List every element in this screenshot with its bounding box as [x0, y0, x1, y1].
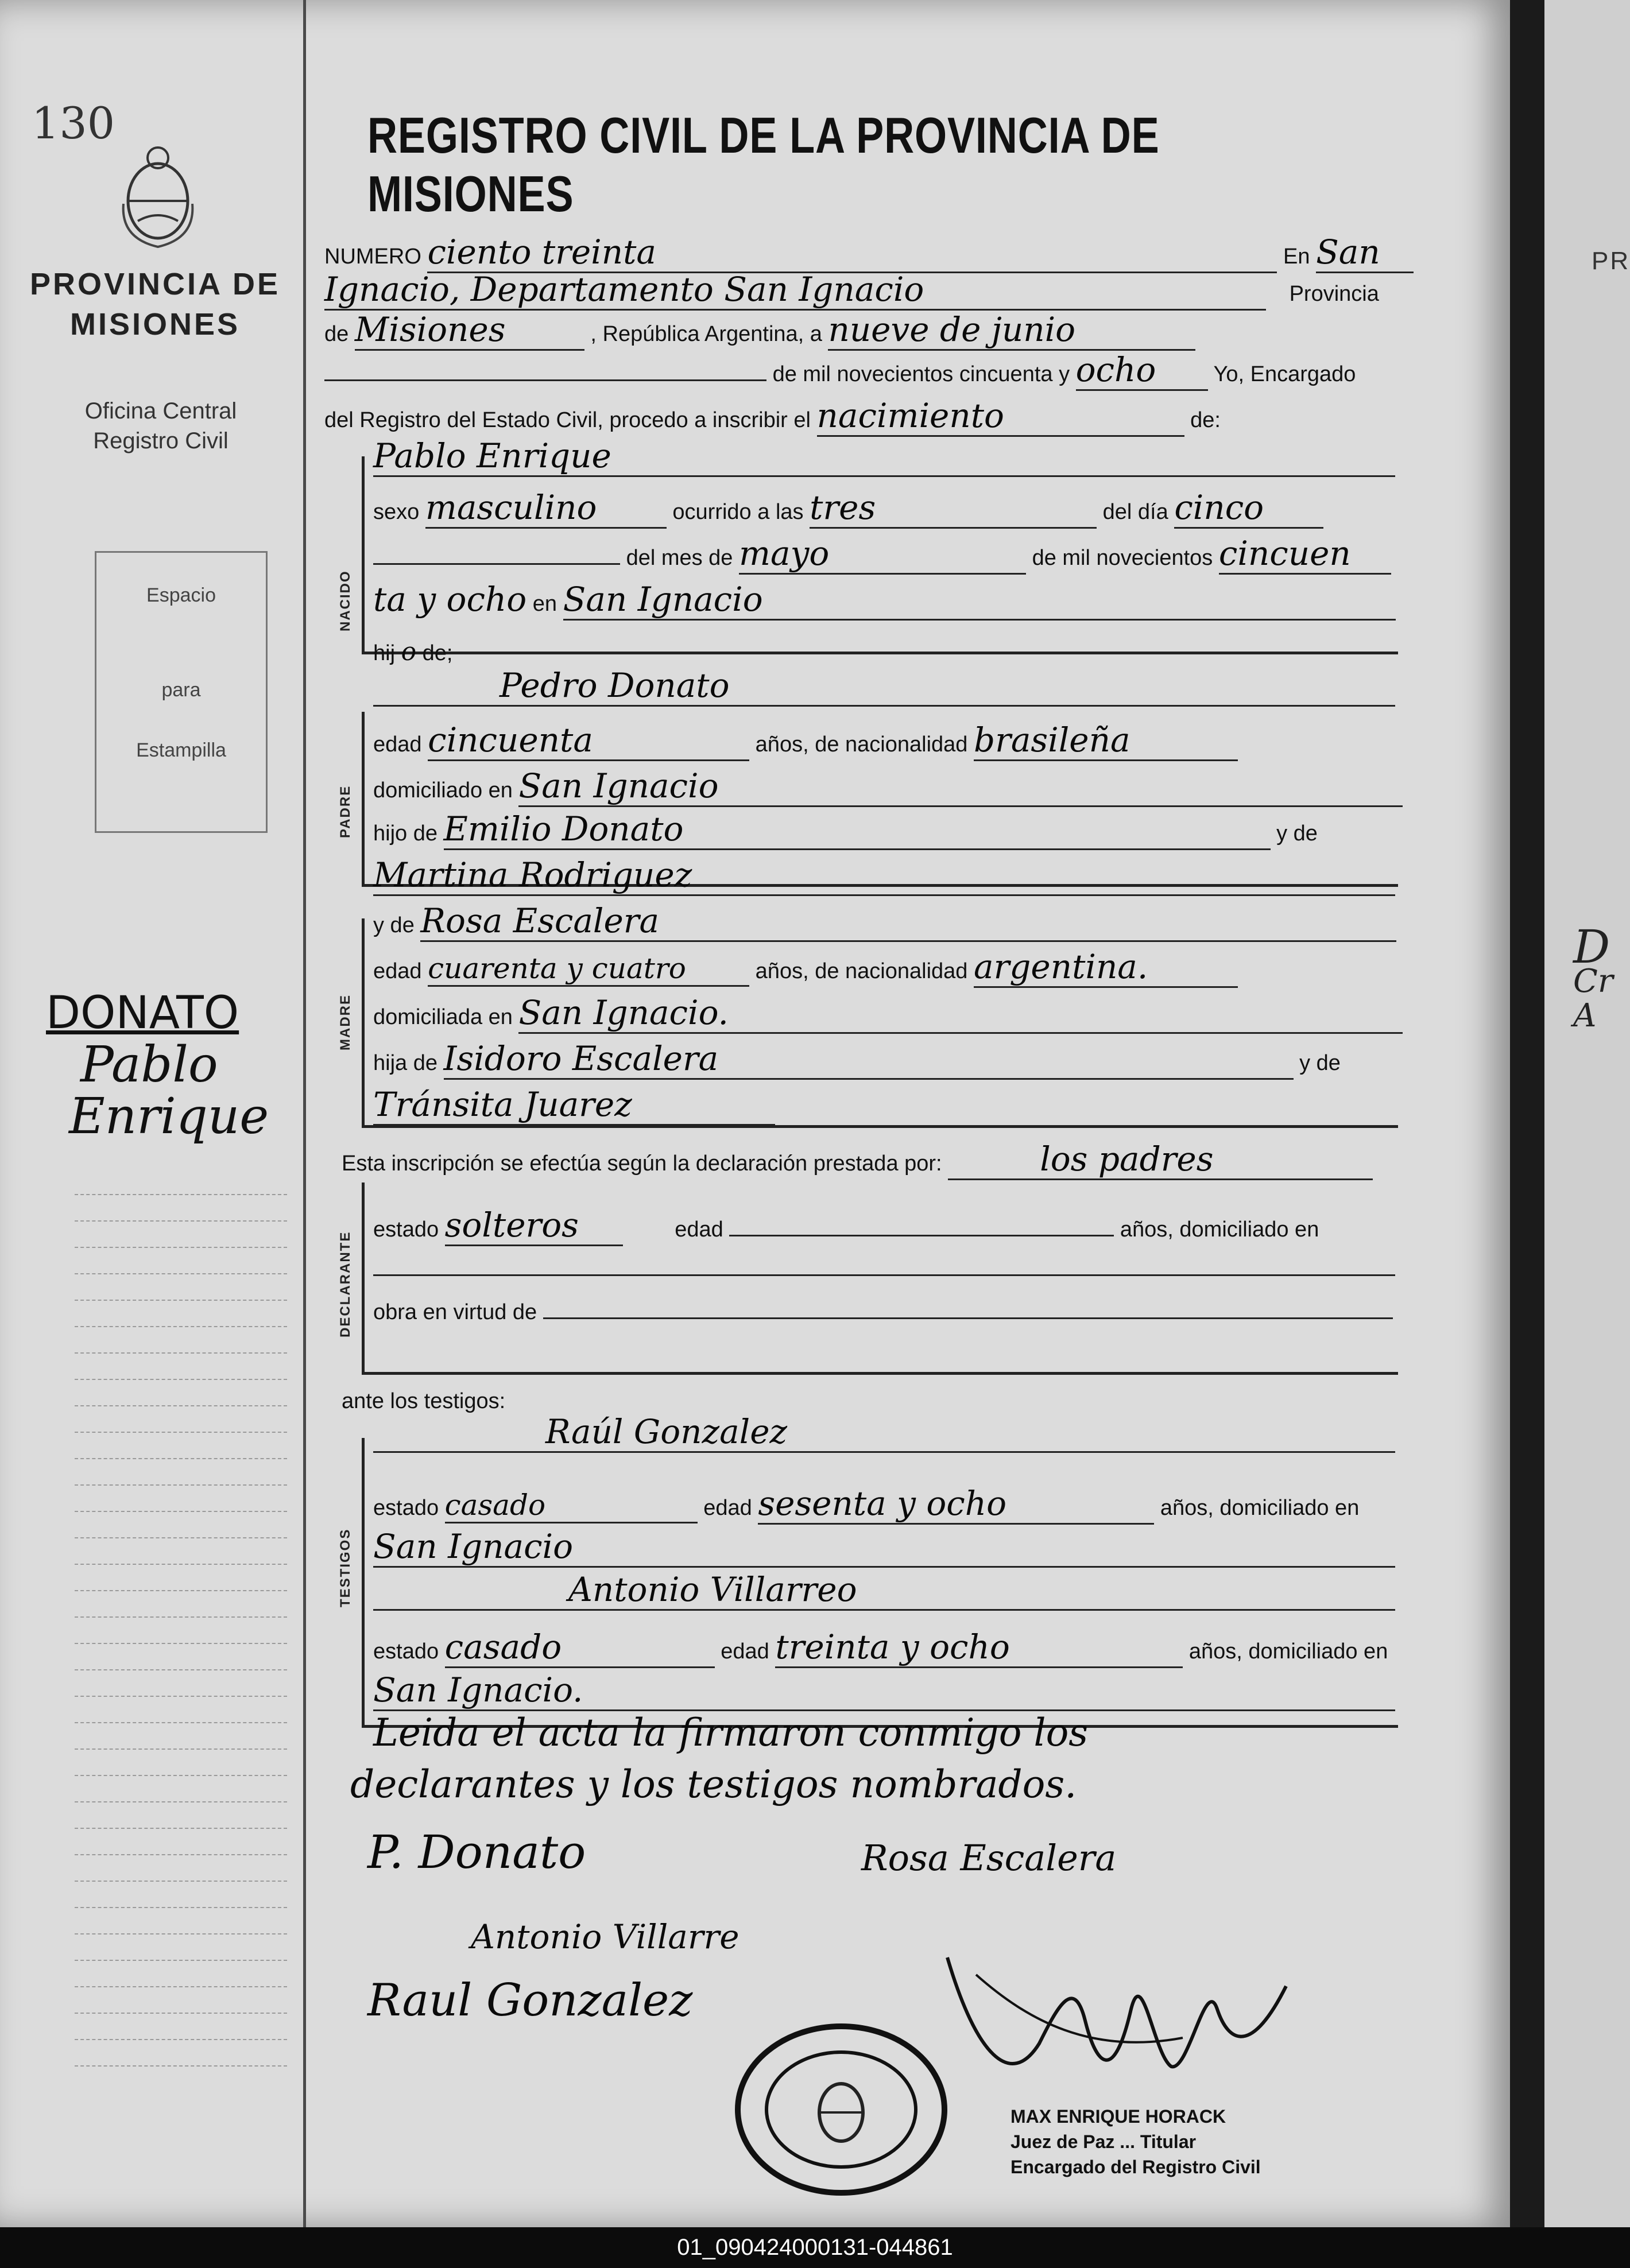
margin-ruled-line: [75, 1590, 287, 1591]
row-ante: ante los testigos:: [342, 1389, 506, 1413]
dia-value: cinco: [1174, 488, 1323, 529]
madre-nac-value: argentina.: [974, 947, 1238, 988]
margin-ruled-line: [75, 2065, 287, 2067]
row-nombre: [373, 436, 1395, 477]
row-acto: del Registro del Estado Civil, procedo a inscribir el nacimiento de:: [324, 396, 1221, 437]
declarante-value: los padres: [948, 1139, 1373, 1180]
margin-ruled-line: [75, 1352, 287, 1354]
image-id-footer: 01_090424000131-044861: [0, 2227, 1630, 2268]
margin-ruled-line: [75, 1458, 287, 1459]
hora-value: tres: [810, 488, 1097, 529]
testigo2-value: Antonio Villarreo: [373, 1570, 1395, 1611]
madre-value: Rosa Escalera: [420, 901, 1396, 942]
row-padre-dom: domiciliado en San Ignacio: [373, 766, 1403, 807]
acto-value: nacimiento: [817, 396, 1184, 437]
margin-ruled-line: [75, 1511, 287, 1512]
margin-ruled-line: [75, 1722, 287, 1723]
t1-edad-value: sesenta y ocho: [758, 1484, 1154, 1525]
margin-ruled-line: [75, 1907, 287, 1908]
row-hijo: hij o de;: [373, 637, 453, 666]
margin-divider: [303, 0, 306, 2227]
margin-ruled-line: [75, 1405, 287, 1406]
officer-block: MAX ENRIQUE HORACK Juez de Paz ... Titular Encargado del Registro Civil: [1010, 2106, 1261, 2177]
margin-ruled-line: [75, 1194, 287, 1195]
section-nacido-label: NACIDO: [338, 570, 353, 631]
margin-ruled-line: [75, 1300, 287, 1301]
margin-ruled-line: [75, 1986, 287, 1987]
row-t2-dom: [373, 1670, 1395, 1711]
madre-dom-value: San Ignacio.: [518, 993, 1403, 1034]
testigo1-value: Raúl Gonzalez: [373, 1412, 1395, 1453]
margin-ruled-line: [75, 1854, 287, 1855]
t1-estado-value: casado: [445, 1488, 698, 1523]
margin-name-annotation: DONATO Pablo Enrique: [46, 987, 269, 1145]
t2-estado-value: casado: [445, 1627, 715, 1668]
signature-padre: P. Donato: [367, 1825, 586, 1879]
margin-ruled-line: [75, 1220, 287, 1222]
row-lugar: Ignacio, Departamento San Ignacio Provincia: [324, 270, 1379, 311]
margin-ruled-line: [75, 1828, 287, 1829]
margin-ruled-line: [75, 1432, 287, 1433]
t2-dom-value: San Ignacio.: [373, 1670, 1395, 1711]
margin-ruled-line: [75, 1616, 287, 1618]
anio-nac-1: cincuen: [1219, 534, 1391, 575]
row-padre-edad: edad cincuenta años, de nacionalidad brasileña: [373, 720, 1238, 761]
margin-ruled-line: [75, 1881, 287, 1882]
row-decl-blank: [373, 1251, 1395, 1282]
en-value: San: [1316, 232, 1414, 273]
row-madre-dom: domiciliada en San Ignacio.: [373, 993, 1403, 1034]
closing-line-2: declarantes y los testigos nombrados.: [350, 1762, 1077, 1806]
section-declarante-label: DECLARANTE: [338, 1231, 353, 1337]
margin-ruled-line: [75, 1537, 287, 1538]
civil-registry-seal-icon: [729, 2021, 953, 2199]
folio-number: 130: [32, 98, 115, 149]
margin-ruled-line: [75, 2013, 287, 2014]
row-t2-estado: estado casado edad treinta y ocho años, domiciliado en: [373, 1627, 1388, 1668]
officer-signature-scribble: [942, 1940, 1298, 2112]
row-padre: [373, 666, 1395, 707]
row-madre-padres: hija de Isidoro Escalera y de: [373, 1039, 1341, 1080]
margin-ruled-line: [75, 1669, 287, 1670]
margin-ruled-line: [75, 1564, 287, 1565]
padre-edad-value: cincuenta: [428, 720, 749, 761]
padre-nac-value: brasileña: [974, 720, 1238, 761]
row-lugar-nac: ta y ocho en San Ignacio: [373, 580, 1396, 621]
signature-madre: Rosa Escalera: [861, 1837, 1117, 1879]
section-testigos-label: TESTIGOS: [338, 1528, 353, 1607]
section-padre-label: PADRE: [338, 785, 353, 838]
row-testigo2: [373, 1570, 1395, 1611]
margin-ruled-line: [75, 1801, 287, 1802]
lugar-nac-value: San Ignacio: [563, 580, 1396, 621]
row-mes: del mes de mayo de mil novecientos cincuen: [373, 534, 1391, 575]
provincia-value: Misiones: [355, 310, 584, 351]
row-decl-estado: estado solteros edad años, domiciliado en: [373, 1205, 1319, 1246]
argentina-crest-icon: [115, 141, 201, 250]
row-anio: de mil novecientos cincuenta y ocho Yo, Encargado: [324, 350, 1356, 391]
nombre-value: Pablo Enrique: [373, 436, 1395, 477]
page-title: REGISTRO CIVIL DE LA PROVINCIA DE MISIONES: [367, 107, 1160, 222]
signature-testigo2: Antonio Villarre: [471, 1917, 739, 1956]
province-heading: PROVINCIA DE MISIONES: [29, 267, 281, 342]
margin-ruled-lines: [75, 1194, 287, 2092]
margin-ruled-line: [75, 1960, 287, 1961]
padre-dom-value: San Ignacio: [518, 766, 1403, 807]
padre-value: Pedro Donato: [373, 666, 1395, 707]
margin-ruled-line: [75, 1933, 287, 1934]
row-madre-edad: edad cuarenta y cuatro años, de nacionalidad argentina.: [373, 947, 1238, 988]
row-padre-madre: [373, 855, 1395, 896]
madre-edad-value: cuarenta y cuatro: [428, 952, 749, 987]
margin-ruled-line: [75, 1696, 287, 1697]
closing-line-1: Leida el acta la firmaron conmigo los: [373, 1711, 1089, 1755]
row-madre-madre: [373, 1085, 775, 1126]
fecha-value: nueve de junio: [828, 310, 1195, 351]
margin-ruled-line: [75, 2039, 287, 2040]
row-t1-estado: estado casado edad sesenta y ocho años, domiciliado en: [373, 1484, 1359, 1525]
margin-ruled-line: [75, 1247, 287, 1248]
anio-value: ocho: [1076, 350, 1208, 391]
decl-estado-value: solteros: [445, 1205, 623, 1246]
sexo-value: masculino: [425, 488, 667, 529]
row-sexo: sexo masculino ocurrido a las tres del día cinco: [373, 488, 1323, 529]
office-label: Oficina Central Registro Civil: [84, 398, 237, 453]
madre-padre-value: Isidoro Escalera: [444, 1039, 1294, 1080]
row-inscripcion: Esta inscripción se efectúa según la declaración prestada por: los padres: [342, 1139, 1373, 1180]
adjacent-page-handwriting: D Cr A: [1573, 920, 1613, 1034]
row-obra: obra en virtud de: [373, 1294, 1393, 1325]
lugar-value: Ignacio, Departamento San Ignacio: [324, 270, 1266, 311]
anio-nac-2: ta y ocho: [373, 580, 527, 619]
mes-value: mayo: [739, 534, 1026, 575]
margin-ruled-line: [75, 1379, 287, 1380]
margin-ruled-line: [75, 1749, 287, 1750]
t1-dom-value: San Ignacio: [373, 1527, 1395, 1568]
margin-column: [0, 0, 299, 2227]
row-numero: NUMERO ciento treinta En San: [324, 232, 1414, 273]
signature-testigo1: Raul Gonzalez: [367, 1975, 693, 2026]
row-madre: y de Rosa Escalera: [373, 901, 1396, 942]
margin-ruled-line: [75, 1326, 287, 1327]
margin-ruled-line: [75, 1643, 287, 1644]
row-padre-padres: hijo de Emilio Donato y de: [373, 809, 1318, 850]
stamp-space-box: Espacio para Estampilla: [95, 551, 268, 833]
row-testigo1: [373, 1412, 1395, 1453]
t2-edad-value: treinta y ocho: [775, 1627, 1183, 1668]
row-provincia: de Misiones , República Argentina, a nueve de junio: [324, 310, 1195, 351]
row-t1-dom: [373, 1527, 1395, 1568]
margin-ruled-line: [75, 1484, 287, 1486]
madre-madre-value: Tránsita Juarez: [373, 1085, 775, 1126]
padre-padre-value: Emilio Donato: [444, 809, 1271, 850]
adjacent-page: PR D Cr A: [1544, 0, 1630, 2227]
numero-value: ciento treinta: [427, 232, 1277, 273]
margin-ruled-line: [75, 1775, 287, 1776]
section-madre-label: MADRE: [338, 994, 353, 1050]
margin-ruled-line: [75, 1273, 287, 1274]
padre-madre-value: Martina Rodriguez: [373, 855, 1395, 896]
